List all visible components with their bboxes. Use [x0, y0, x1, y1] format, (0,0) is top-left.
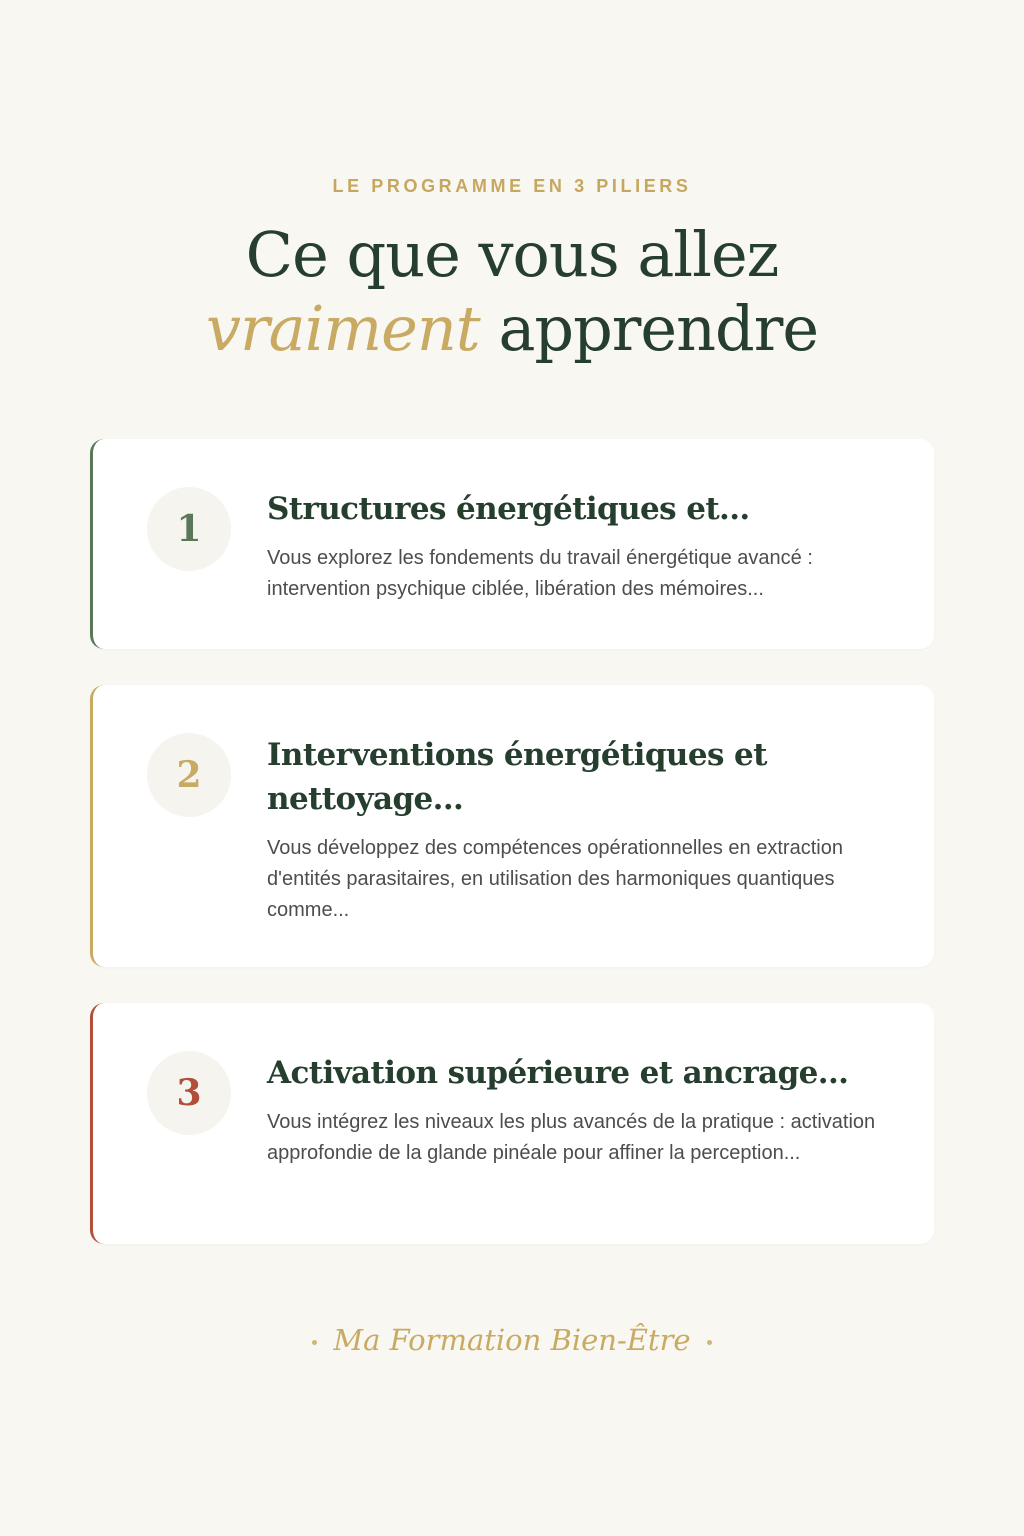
pillar-content	[267, 1051, 877, 1169]
dot-ornament-left	[312, 1340, 317, 1345]
title-rest: apprendre	[479, 292, 819, 365]
pillar-number-badge: 2	[147, 733, 231, 817]
pillar-card-2	[90, 685, 934, 967]
pillar-title: Activation supérieure et ancrage...	[267, 1055, 849, 1091]
pillar-title: Interventions énergétiques et nettoyage...	[267, 737, 767, 817]
dot-ornament-right	[707, 1340, 712, 1345]
brand-name: Ma Formation Bien-Être	[333, 1323, 691, 1357]
pillar-description: Vous explorez les fondements du travail énergétique avancé : intervention psychique ciblée, libération des mémoires...	[267, 547, 813, 600]
pillar-number-badge: 1	[147, 487, 231, 571]
pillar-card-3	[90, 1003, 934, 1244]
title-line-1: Ce que vous allez	[245, 218, 779, 291]
pillar-content	[267, 733, 877, 926]
pillar-title: Structures énergétiques et...	[267, 491, 750, 527]
pillar-card-1	[90, 439, 934, 649]
pillar-content	[267, 487, 877, 605]
title-accent: vraiment	[205, 292, 480, 365]
pillar-description: Vous intégrez les niveaux les plus avancés de la pratique : activation approfondie de la glande pinéale pour affiner la perception...	[267, 1111, 876, 1164]
pillar-number-badge: 3	[147, 1051, 231, 1135]
section-eyebrow: LE PROGRAMME EN 3 PILIERS	[332, 176, 692, 196]
pillar-description: Vous développez des compétences opérationnelles en extraction d'entités parasitaires, en utilisation des harmoniques quantiques comme...	[267, 837, 843, 921]
footer-brand	[0, 1318, 1024, 1362]
page-title	[0, 218, 1024, 366]
